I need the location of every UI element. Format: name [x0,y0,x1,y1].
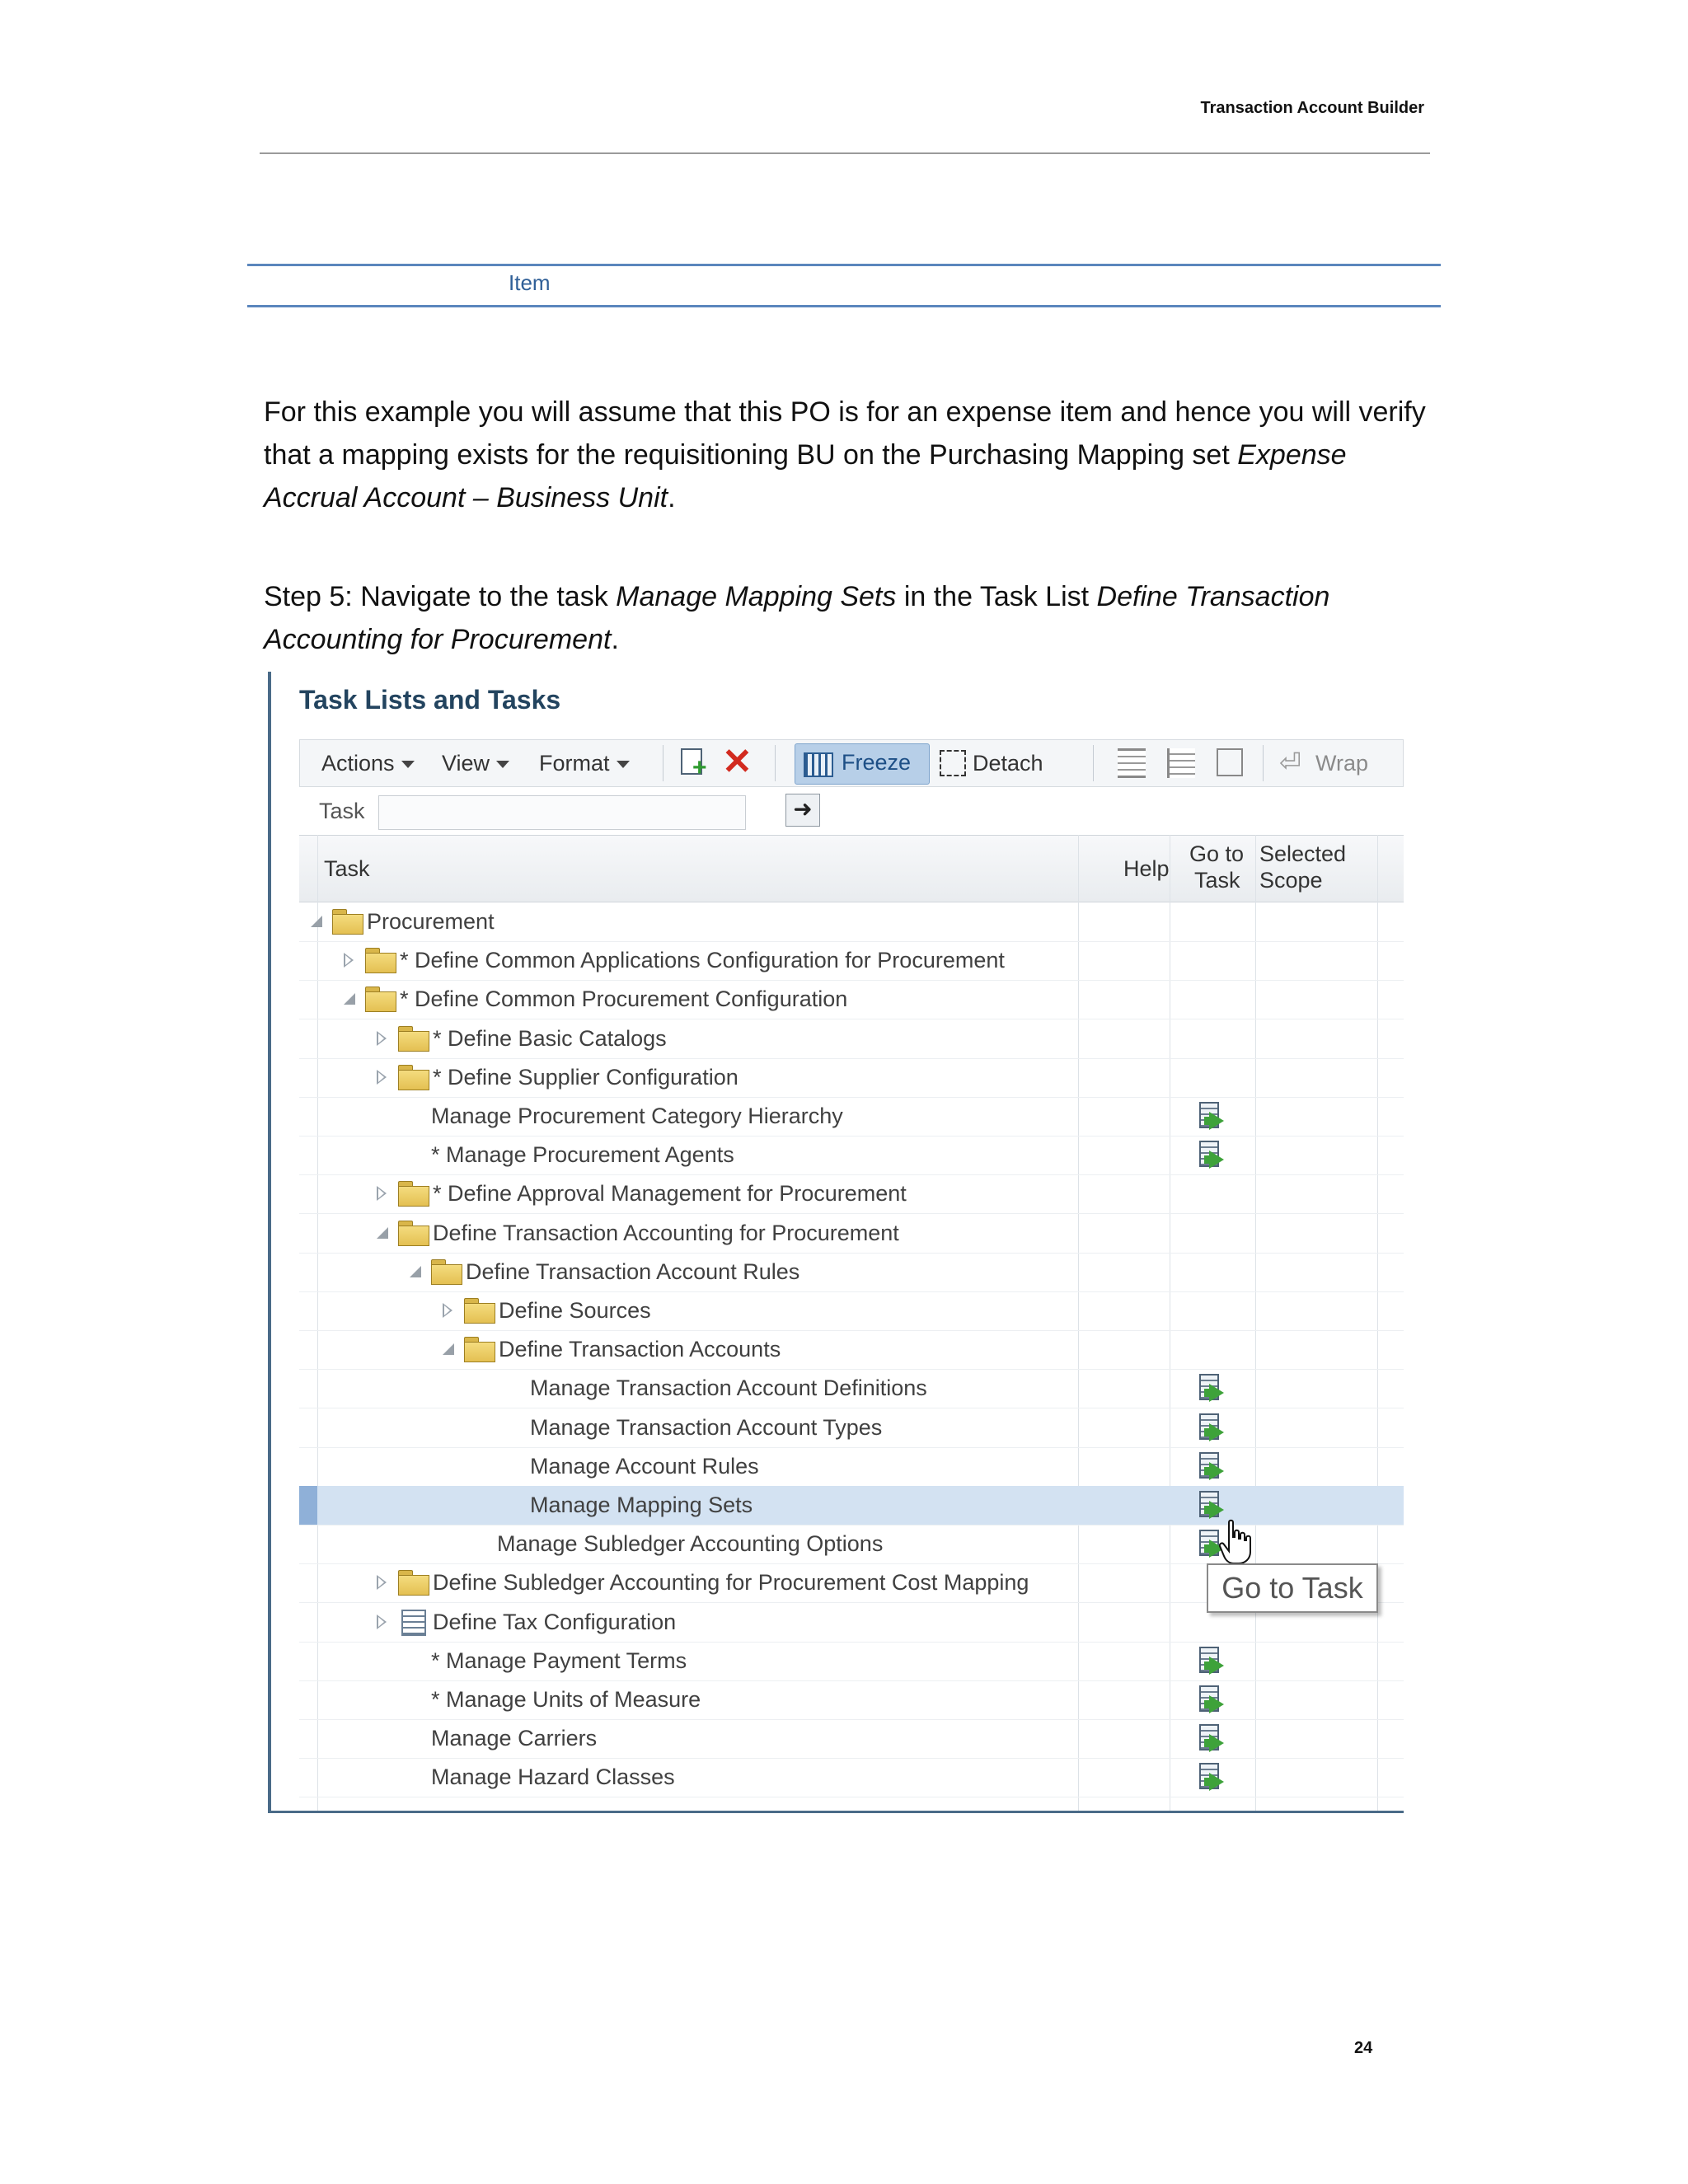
column-header-scope-line1[interactable]: Selected [1259,841,1347,866]
expand-triangle-icon[interactable] [344,953,354,968]
go-to-task-icon[interactable] [1199,1491,1227,1521]
freeze-icon [804,752,833,777]
expand-triangle-icon[interactable] [377,1031,387,1046]
collapse-all-icon[interactable] [1167,748,1195,778]
task-tree-table [299,835,1404,1811]
folder-icon [464,1337,495,1361]
task-label: Manage Transaction Account Definitions [530,1376,927,1401]
table-row[interactable] [299,1058,1404,1098]
toolbar-separator [1093,745,1094,781]
task-label: Manage Subledger Accounting Options [497,1531,884,1557]
expand-triangle-icon[interactable] [377,1186,387,1201]
collapse-triangle-icon[interactable] [377,1227,388,1239]
column-header-task[interactable]: Task [324,856,370,881]
header-rule [260,152,1430,154]
detach-icon[interactable] [940,750,966,776]
table-bottom-border [247,305,1441,307]
task-label: * Define Common Procurement Configuration [400,987,848,1012]
paragraph-expense-item [264,391,1434,519]
paragraph-text: For this example you will assume that this PO is for an expense item and hence you will verify that a mapping exists for the requisitioning BU on the Purchasing Mapping set [264,396,1426,471]
paragraph-step-5 [264,575,1434,661]
folder-icon [398,1065,429,1090]
table-row[interactable] [299,1174,1404,1214]
go-to-task-icon[interactable] [1199,1141,1227,1170]
paragraph-text-end: . [668,482,676,513]
table-row[interactable] [299,1136,1404,1175]
folder-icon [365,987,396,1011]
table-row[interactable] [299,1019,1404,1059]
chevron-down-icon [496,761,509,768]
expand-triangle-icon[interactable] [377,1615,387,1629]
table-row[interactable] [299,1719,1404,1759]
go-to-task-icon[interactable] [1199,1102,1227,1132]
table-row[interactable] [299,1642,1404,1681]
expand-all-icon[interactable] [1118,748,1146,778]
actions-label: Actions [321,751,395,776]
table-row[interactable] [299,1447,1404,1487]
toolbar-separator [775,745,776,781]
task-filter-label: Task [319,799,365,823]
task-label: Define Transaction Accounts [499,1337,781,1362]
paragraph-italic: Expense Accrual Account – Business Unit [264,439,1347,513]
task-label: Define Sources [499,1298,651,1323]
table-row[interactable] [299,1408,1404,1448]
task-list-icon [401,1610,426,1636]
table-top-border [247,264,1441,266]
task-label: Procurement [367,909,495,934]
task-label: Manage Mapping Sets [530,1493,753,1517]
task-label: Manage Carriers [431,1726,598,1751]
step-text-2: in the Task List [896,581,1097,612]
step-text-3: . [611,624,619,655]
format-menu[interactable] [539,748,630,778]
task-label: * Manage Procurement Agents [431,1142,734,1168]
folder-icon [398,1026,429,1051]
task-label: Define Transaction Accounting for Procurement [433,1220,899,1245]
task-label: Manage Transaction Account Types [530,1414,883,1440]
task-label: Define Tax Configuration [433,1609,677,1634]
toolbar-separator [1263,745,1264,781]
page-number: 24 [1354,2039,1373,2057]
item-table-cell: Item [509,270,551,295]
go-to-task-icon[interactable] [1199,1374,1227,1404]
actions-menu[interactable] [321,748,415,778]
column-header-goto-line2[interactable]: Task [1194,868,1240,893]
hand-cursor-icon [1219,1519,1252,1565]
collapse-triangle-icon[interactable] [311,916,322,927]
go-to-task-icon[interactable] [1199,1647,1227,1676]
task-filter-row [299,790,1404,832]
table-row[interactable] [299,1097,1404,1137]
expand-triangle-icon[interactable] [377,1575,387,1590]
folder-icon [398,1221,429,1245]
table-row[interactable] [299,902,1404,942]
column-header-goto-line1[interactable]: Go to [1189,841,1245,866]
task-label: * Manage Payment Terms [431,1647,687,1673]
step-italic-task-list: Define Transaction Accounting for Procurement [264,581,1330,655]
task-label: * Define Common Applications Configuration for Procurement [400,948,1005,973]
wrap-icon[interactable]: ⏎ [1279,748,1301,777]
format-label: Format [539,751,610,776]
go-to-task-icon[interactable] [1199,1452,1227,1482]
folder-icon [398,1181,429,1206]
delete-icon[interactable]: ✕ [722,742,753,782]
task-label: Define Subledger Accounting for Procurement Cost Mapping [433,1570,1029,1596]
collapse-triangle-icon[interactable] [344,993,355,1005]
task-label: Define Transaction Account Rules [466,1258,800,1284]
table-row[interactable] [299,1369,1404,1408]
go-to-task-icon[interactable] [1199,1685,1227,1715]
folder-icon [398,1570,429,1595]
view-menu[interactable] [442,748,509,778]
expand-triangle-icon[interactable] [443,1303,452,1318]
table-row[interactable] [299,1253,1404,1292]
table-row[interactable] [299,1330,1404,1370]
task-label: Manage Account Rules [530,1453,759,1479]
selected-row-marker [299,1486,317,1525]
task-label: Manage Procurement Category Hierarchy [431,1104,843,1128]
table-row[interactable] [299,1680,1404,1720]
table-row[interactable] [299,1291,1404,1331]
folder-icon [464,1298,495,1323]
folder-icon [365,948,396,972]
table-header [299,835,1404,902]
running-header-title: Transaction Account Builder [1200,99,1424,117]
task-label: * Define Approval Management for Procurement [433,1181,907,1207]
folder-icon [431,1259,462,1284]
freeze-label: Freeze [842,750,912,775]
go-to-task-icon[interactable] [1199,1763,1227,1793]
column-header-help[interactable]: Help [1123,856,1170,881]
table-row[interactable] [299,941,1404,981]
column-header-scope-line2[interactable]: Scope [1259,868,1323,893]
view-label: View [442,751,490,776]
expand-triangle-icon[interactable] [377,1070,387,1085]
collapse-triangle-icon[interactable] [410,1266,421,1277]
table-row[interactable] [299,1758,1404,1797]
wrap-button[interactable]: Wrap [1315,751,1369,776]
task-label: * Manage Units of Measure [431,1687,701,1712]
freeze-button[interactable] [795,743,930,785]
goto-task-tooltip: Go to Task [1207,1563,1378,1613]
step-text-1: Step 5: Navigate to the task [264,581,617,612]
table-row[interactable] [299,1214,1404,1254]
folder-icon [332,909,363,934]
collapse-triangle-icon[interactable] [443,1343,454,1355]
detach-button[interactable]: Detach [973,751,1043,776]
step-italic-task: Manage Mapping Sets [616,581,897,612]
arrow-right-icon[interactable]: ➜ [785,794,820,827]
add-row-icon[interactable]: + [681,748,709,778]
toolbar [299,739,1404,787]
go-to-task-icon[interactable] [1199,1413,1227,1443]
task-lists-screenshot [268,672,1404,1813]
panel-title: Task Lists and Tasks [299,685,561,715]
chevron-down-icon [401,761,415,768]
task-label: * Define Supplier Configuration [433,1064,738,1090]
chevron-down-icon [617,761,630,768]
task-filter-input[interactable] [378,795,746,830]
go-to-task-icon[interactable] [1199,1724,1227,1754]
task-label: Manage Hazard Classes [431,1765,675,1790]
task-label: * Define Basic Catalogs [433,1025,667,1051]
table-row[interactable] [299,980,1404,1019]
scroll-to-first-icon[interactable] [1217,748,1243,776]
